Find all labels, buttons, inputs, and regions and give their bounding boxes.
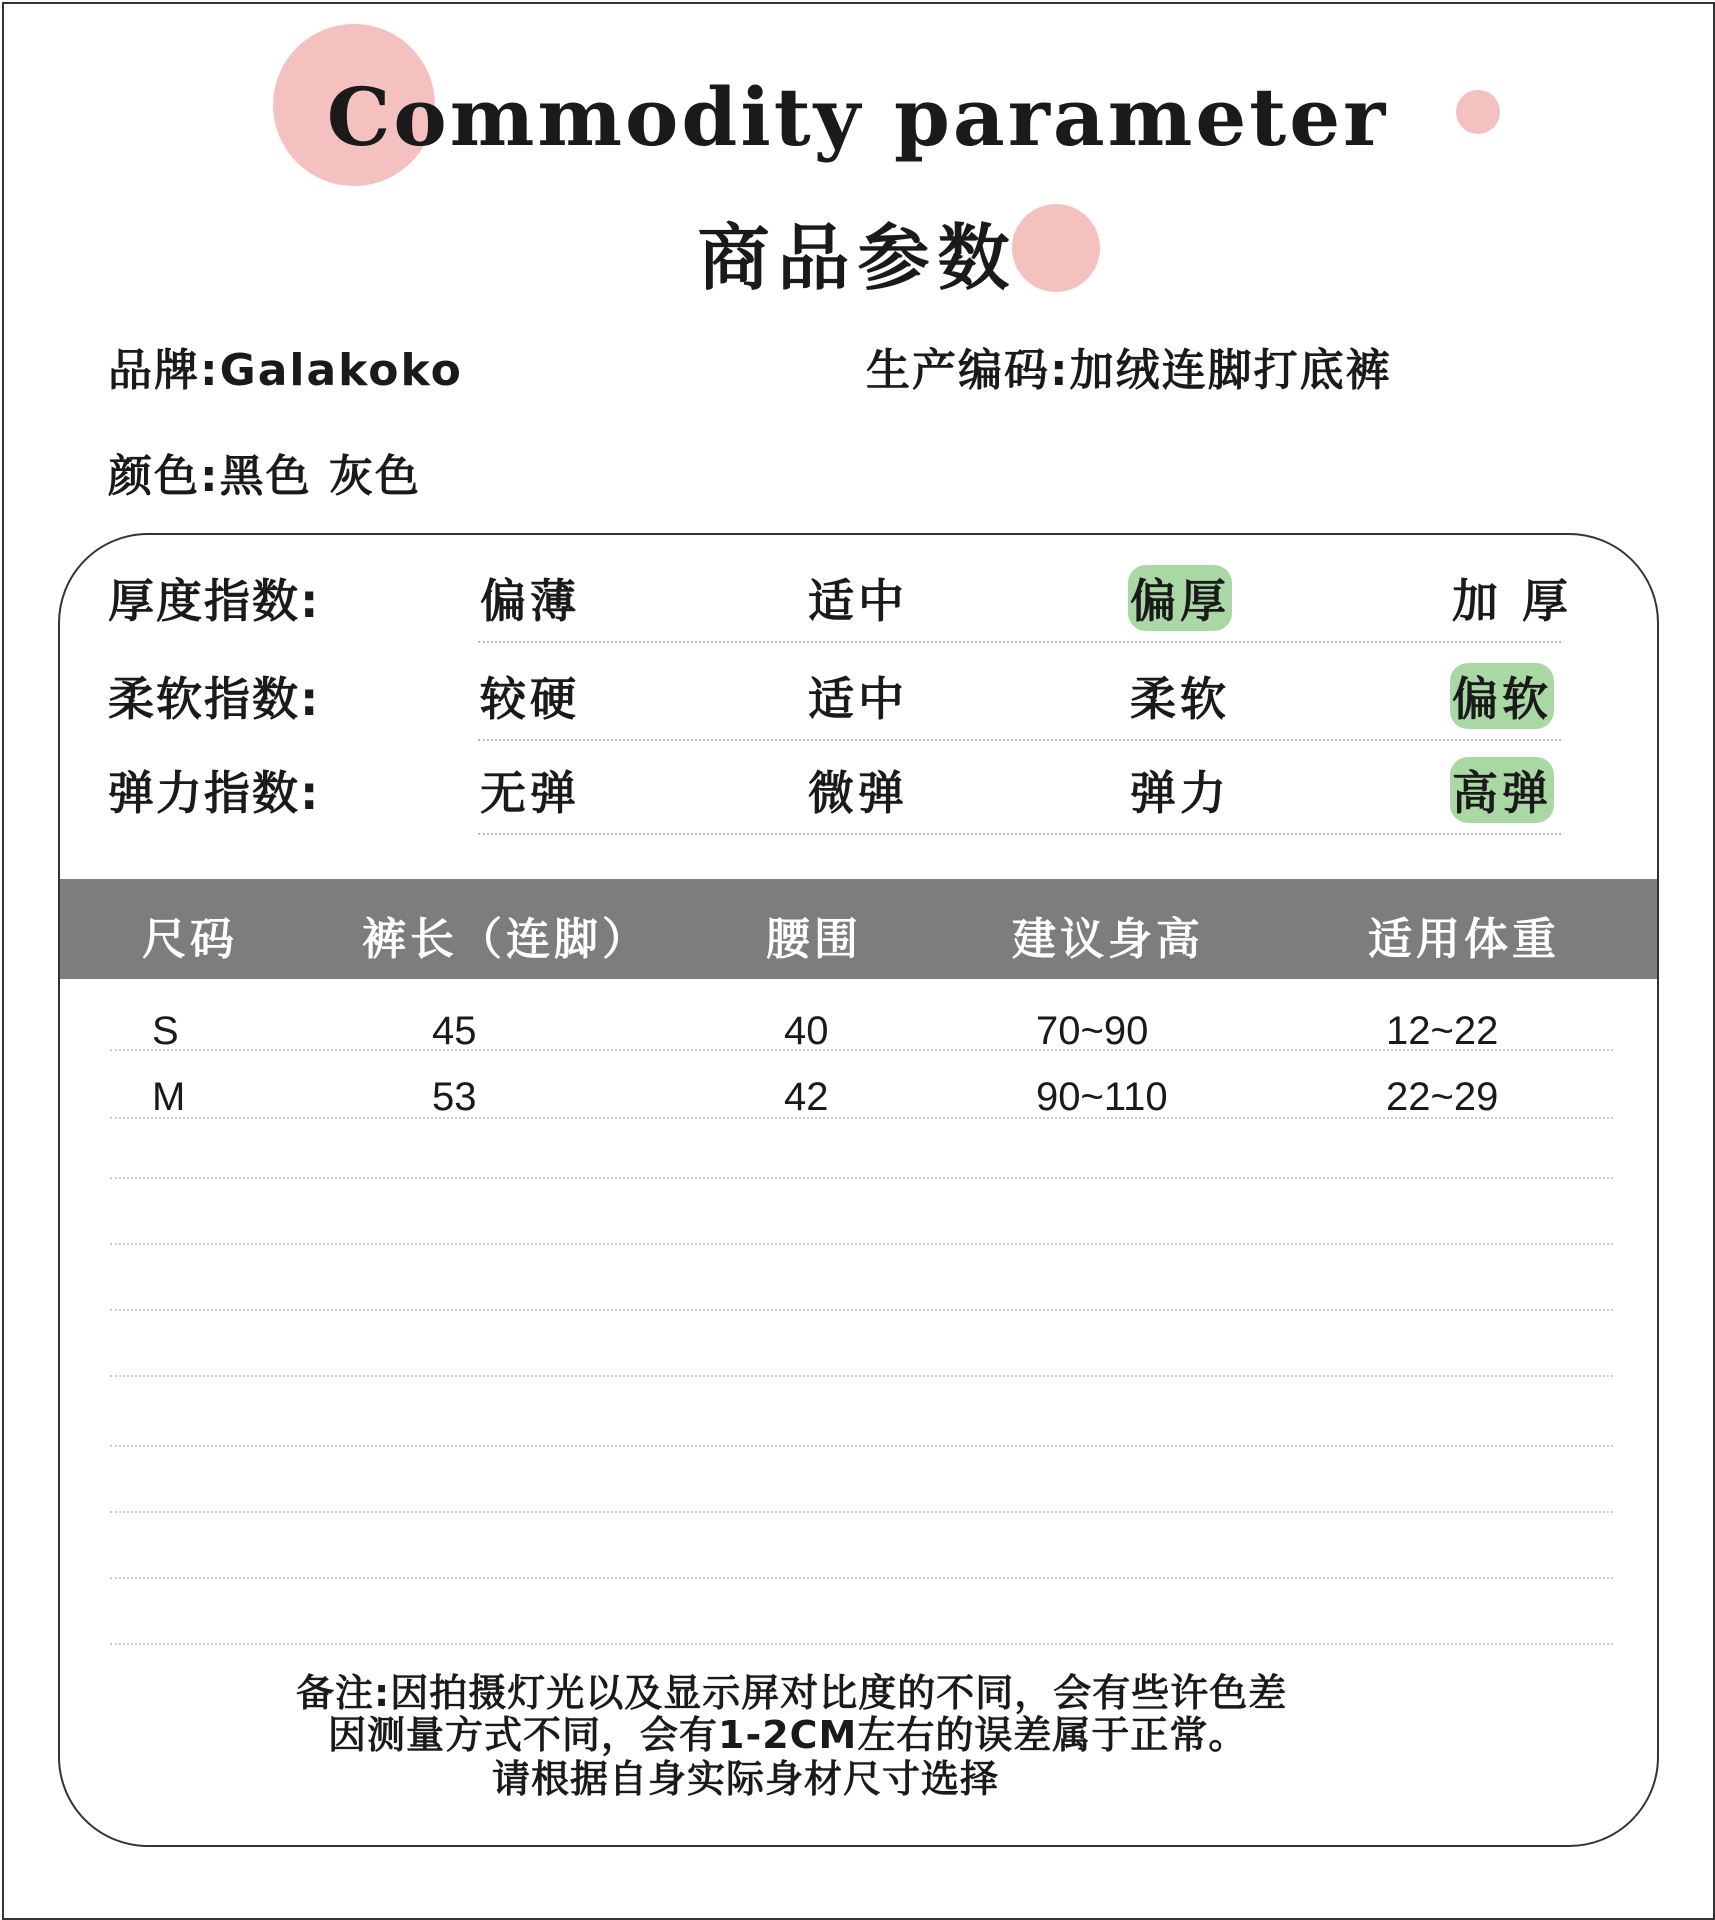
index-option: 偏薄 (480, 574, 580, 628)
index-option: 柔软 (1130, 672, 1230, 726)
cell-length: 53 (432, 1075, 477, 1119)
index-row-thickness (60, 555, 1657, 635)
index-row-divider (478, 739, 1561, 741)
note-line-3: 请根据自身实际身材尺寸选择 (492, 1757, 1000, 1801)
cell-length: 45 (432, 1009, 477, 1053)
index-option: 加 厚 (1452, 574, 1573, 628)
index-label: 弹力指数: (108, 766, 321, 820)
index-row-divider (478, 641, 1561, 643)
index-row-elasticity (60, 747, 1657, 827)
table-rule (110, 1049, 1613, 1051)
cell-size: S (152, 1009, 179, 1053)
cell-waist: 42 (784, 1075, 829, 1119)
index-option: 适中 (808, 672, 908, 726)
table-rule (110, 1643, 1613, 1645)
production-code-label: 生产编码:加绒连脚打底裤 (866, 345, 1392, 396)
title-english: Commodity parameter (326, 70, 1389, 164)
table-row (60, 1069, 1657, 1129)
header-size: 尺码 (142, 914, 238, 965)
cell-height: 90~110 (1036, 1075, 1168, 1119)
cell-waist: 40 (784, 1009, 829, 1053)
cell-size: M (152, 1075, 186, 1119)
size-table-header (60, 879, 1657, 979)
table-row (60, 1003, 1657, 1063)
index-option: 较硬 (480, 672, 580, 726)
table-rule (110, 1511, 1613, 1513)
index-row-softness (60, 653, 1657, 733)
index-option: 弹力 (1130, 766, 1230, 820)
index-option-selected: 高弹 (1450, 757, 1554, 823)
header-length: 裤长（连脚） (362, 914, 650, 965)
header-weight: 适用体重 (1368, 914, 1560, 965)
table-rule (110, 1243, 1613, 1245)
header-height: 建议身高 (1012, 914, 1204, 965)
index-option: 微弹 (808, 766, 908, 820)
title-chinese: 商品参数 (697, 216, 1018, 300)
index-option: 无弹 (480, 766, 580, 820)
table-rule (110, 1445, 1613, 1447)
note-line-2: 因测量方式不同，会有1-2CM左右的误差属于正常。 (328, 1713, 1248, 1757)
note-line-1: 备注:因拍摄灯光以及显示屏对比度的不同，会有些许色差 (296, 1671, 1288, 1715)
table-rule (110, 1177, 1613, 1179)
index-option-selected: 偏软 (1450, 663, 1554, 729)
colors-label: 颜色:黑色 灰色 (108, 451, 421, 502)
index-label: 柔软指数: (108, 672, 321, 726)
table-rule (110, 1309, 1613, 1311)
index-option: 适中 (808, 574, 908, 628)
table-rule (110, 1117, 1613, 1119)
parameter-panel (58, 533, 1659, 1847)
index-label: 厚度指数: (108, 574, 321, 628)
index-row-divider (478, 833, 1561, 835)
cell-weight: 12~22 (1386, 1009, 1499, 1053)
header-waist: 腰围 (766, 914, 862, 965)
index-option-selected: 偏厚 (1128, 565, 1232, 631)
cell-weight: 22~29 (1386, 1075, 1499, 1119)
brand-label: 品牌:Galakoko (108, 345, 463, 396)
table-rule (110, 1577, 1613, 1579)
table-rule (110, 1375, 1613, 1377)
cell-height: 70~90 (1036, 1009, 1149, 1053)
